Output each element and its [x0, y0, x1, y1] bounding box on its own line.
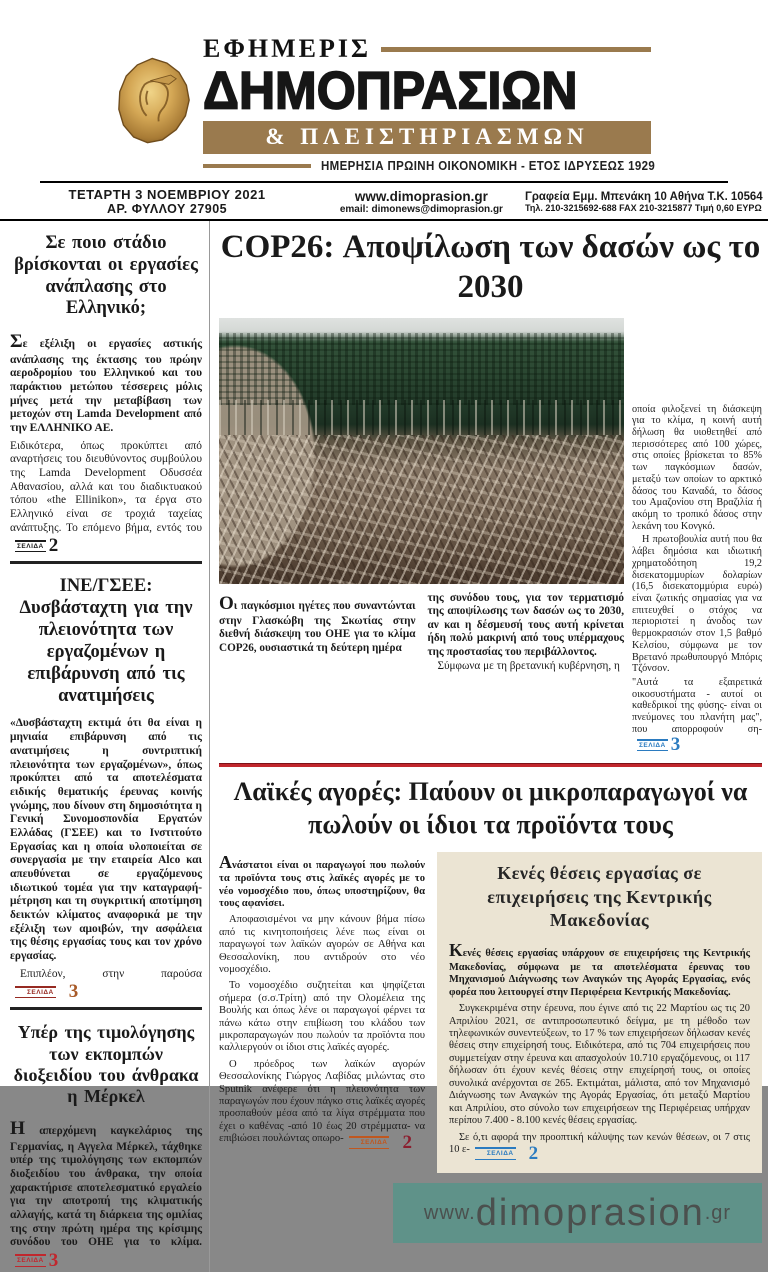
- masthead-text: [203, 34, 656, 173]
- page-ref-badge: ΣΕΛΙΔΑ 3: [17, 1249, 59, 1271]
- laikes-paragraph: Το νομοσχέδιο συζητείται και ψηφίζεται σήμερα (σ.σ.Τρίτη) από την Ολομέλεια της Βουλής και όπως λένε οι παραγωγοί φέρνει τα πάνω κάτω στην επιβίωση του κλάδου των μικροπαραγωγών που πωλούν τα προϊόντα που καλλιεργούν οι ίδιοι στις λαϊκές αγορές.: [219, 980, 425, 1054]
- issue-number: ΑΡ. ΦΥΛΛΟΥ 27905: [107, 202, 228, 216]
- page-ref-badge: ΣΕΛΙΔΑ 3: [639, 734, 681, 756]
- newspaper-title: ΔΗΜΟΠΡΑΣΙΩΝ: [203, 60, 578, 121]
- main-column: [210, 221, 768, 1272]
- laikes-headline: Λαϊκές αγορές: Παύουν οι μικροπαραγωγοί να πωλούν οι ίδιοι τα προϊόντα τους: [233, 776, 748, 840]
- red-section-divider: [219, 763, 762, 767]
- cop26-article: [219, 318, 762, 755]
- jobs-vacancies-box: [437, 852, 762, 1173]
- page-ref-badge: ΣΕΛΙΔΑ 2: [475, 1146, 538, 1161]
- article-title: ΙΝΕ/ΓΣΕΕ: Δυσβάσταχτη για την πλειονότητα των εργαζομένων η επιβάρυνση από τις ανατιμήσεις: [19, 576, 193, 706]
- clearcut-forest-photo: [219, 318, 624, 584]
- website-banner: [393, 1183, 762, 1243]
- laikes-article: [219, 852, 762, 1243]
- cop26-continuation-column: [632, 318, 762, 755]
- cop26-column-2: της συνόδου τους, για τον τερματισμό της αποψίλωσης των δασών ως το 2030, αν και η δέσμευσή τους αυτή κρίνεται ήδη πολύ μακρινή από τους υπέρμαχους της προστασίας του περιβάλλοντος.: [427, 591, 624, 659]
- jobs-box-tail: Σε ό,τι αφορά την προοπτική κάλυψης των κενών θέσεων, οι 7 στις 10 ε-: [449, 1131, 750, 1156]
- jobs-box-lead: Κενές θέσεις εργασίας υπάρχουν σε επιχειρήσεις της Κεντρικής Μακεδονίας, σύμφωνα με τα αποτελέσματα έρευνας του Μηχανισμού Διάγνωσης των Αναγκών της Αγοράς Εργασίας, ενός φορέα που λειτουργεί στην Περιφέρεια Κεντρικής Μακεδονίας.: [449, 940, 750, 998]
- cop26-right-paragraph: οποία φιλοξενεί τη διάσκεψη για το κλίμα, η κοινή αυτή δήλωση θα υιοθετηθεί από περισσότερες από 100 χώρες, στις οποίες βρίσκεται το 85% των παγκόσμιων δασών, μεταξύ των οποίων το αρκτικό δάσος του Καναδά, το δάσος του Αμαζονίου στη Βραζιλία ή ακόμη το τροπικό δάσος στην λεκάνη του Κονγκό.: [632, 403, 762, 532]
- logging-debris: [219, 435, 624, 584]
- banner-www: www.: [423, 1201, 476, 1224]
- front-page-content: [0, 221, 768, 1272]
- laikes-tail: Ο πρόεδρος των λαϊκών αγορών Θεσσαλονίκης Γιώργος Λαβίδας μιλώντας στο Sputnik ανέφερε ότι η πλειονότητα των παραγωγών που έχουν πάγκο στις λαϊκές αγορές προσπαθούν μέσα από τα λίγα στρέμματα που έχει ο καθένας -από 10 έως 20 στρέμματα- να επιβιώσει πουλώντας οπωρο-: [219, 1058, 425, 1145]
- left-column: [10, 221, 210, 1272]
- hermes-coin-logo: [117, 56, 191, 151]
- cop26-column-1: Οι παγκόσμιοι ηγέτες που συναντώνται στην Γλασκώβη της Σκωτίας στην διεθνή διάσκεψη του ΟΗΕ για το κλίμα COP26, ουσιαστικά τη δεύτερη ημέρα: [219, 592, 416, 655]
- website-url: www.dimoprasion.gr: [354, 188, 488, 204]
- page-ref-badge: ΣΕΛΙΔΑ 3: [15, 984, 78, 999]
- contact-price-line: Τηλ. 210-3215692-688 FAX 210-3215877 Τιμή 0,60 ΕΥΡΩ: [524, 203, 762, 214]
- article-merkel: [10, 1022, 202, 1271]
- article-ellinikon: [10, 233, 202, 557]
- masthead-tagline: ΗΜΕΡΗΣΙΑ ΠΡΩΙΝΗ ΟΙΚΟΝΟΜΙΚΗ - ΕΤΟΣ ΙΔΡΥΣΕΩΣ 1929: [321, 159, 656, 173]
- column-divider: [10, 561, 202, 564]
- masthead: [0, 0, 768, 173]
- banner-tld: .gr: [704, 1201, 732, 1224]
- issue-date: ΤΕΤΑΡΤΗ 3 ΝΟΕΜΒΡΙΟΥ 2021: [68, 187, 266, 202]
- laikes-paragraph: Αποφασισμένοι να μην κάνουν βήμα πίσω από τις κινητοποιήσεις λένε πως είναι οι παραγωγοί των λαϊκών αγορών σε Αθήνα και Θεσσαλονίκη, που αντιδρούν στο νέο νομοσχέδιο.: [219, 914, 425, 975]
- column-divider: [10, 1007, 202, 1010]
- article-body: Η απερχόμενη καγκελάριος της Γερμανίας, η Αγγελα Μέρκελ, τάχθηκε υπέρ της τιμολόγησης των εκπομπών διοξειδίου του άνθρακα, την οποία χαρακτήρισε αποτελεσματικό εργαλείο για την αποτροπή της κλιματικής αλλαγής, κατά τη διάρκεια της ομιλίας της στην πρώτη ημέρα της κρίσιμης συνόδου του ΟΗΕ για το κλίμα.: [10, 1118, 202, 1249]
- jobs-box-title: Κενές θέσεις εργασίας σε επιχειρήσεις της Κεντρικής Μακεδονίας: [487, 863, 712, 930]
- email-address: email: dimonews@dimoprasion.gr: [339, 203, 503, 215]
- cop26-right-paragraph: Η πρωτοβουλία αυτή που θα λάβει δημόσια και ιδιωτική χρηματοδότηση 19,2 δισεκατομμυρίων δολαρίων (16,5 δισεκατομμύρια ευρώ) είναι ζωτικής σημασίας για να επιτευχθεί ο στόχος να περιοριστεί η άνοδος των θερμοκρασιών στον 1,5 βαθμό Κελσίου, σύμφωνα με τον Βρετανό πρωθυπουργό Μπόρις Τζόνσον.: [632, 534, 762, 675]
- laikes-lead: Ανάστατοι είναι οι παραγωγοί που πωλούν τα προϊόντα τους στις λαϊκές αγορές με το νέο νομοσχέδιο που, όπως υποστηρίζουν, θα τους αφανίσει.: [219, 852, 425, 910]
- masthead-epithet: ΕΦΗΜΕΡΙΣ: [203, 34, 372, 63]
- masthead-rule: [381, 47, 651, 52]
- office-address: Γραφεία Εμμ. Μπενάκη 10 Αθήνα Τ.Κ. 10564: [524, 189, 763, 203]
- article-tail: Επιπλέον, στην παρούσα: [20, 967, 202, 980]
- masthead-rule-short: [203, 164, 311, 168]
- dateline: [0, 183, 768, 219]
- tree-trunks: [219, 400, 624, 435]
- article-title: Σε ποιο στάδιο βρίσκονται οι εργασίες ανάπλασης στο Ελληνικό;: [14, 233, 198, 319]
- forest-canopy: [219, 333, 624, 405]
- article-lead: Σε εξέλιξη οι εργασίες αστικής ανάπλασης της έκτασης του πρώην αεροδρομίου του Ελληνικού και του παράκτιου μετώπου τέσσερεις μόλις μήνες μετά την μεταβίβαση των μετοχών στη Lamda Development από την ΕΛΛΗΝΙΚΟ ΑΕ.: [10, 331, 202, 434]
- article-lead: «Δυσβάσταχτη εκτιμά ότι θα είναι η μηνιαία επιβάρυνση από τις ανατιμήσεις η συντριπτική πλειονότητα των εργαζομένων», όπως προκύπτει από τα αποτελέσματα ειδικής θεματικής έρευνας κοινής γνώμης, που δίνουν στη δημοσιότητα η Γενική Συνομοσπονδία Εργατών Ελλάδας (ΓΣΕΕ) και το Ινστιτούτο Εργασίας και η οποία υλοποιείται σε συνεργασία με την εταιρεία Alco και απευθύνεται σε εργαζόμενους ιδιωτικού τομέα για την καταγραφή-μέτρηση και τη συγκριτική αποτίμηση δεικτών κλίματος αναφορικά με την εξέλιξη των αμοιβών, την ασφάλεια της θέσης εργασίας τους και τον χρόνο εργασίας.: [10, 717, 202, 963]
- banner-domain: dimoprasion: [475, 1191, 705, 1234]
- article-body: Ειδικότερα, όπως προκύπτει από αναρτήσεις του διευθύνοντος συμβούλου της Lamda Development Οδυσσέα Αθανασίου, αλλά και του διαδικτυακού τόπου «the Ellinikon», τα έργα στο Ελληνικό είναι σε τροχιά ταχείας ανάπτυξης. Το επόμενο βήμα, εντός του: [10, 439, 202, 534]
- page-ref-badge: ΣΕΛΙΔΑ 2: [17, 535, 59, 557]
- article-ine-gsee: [10, 576, 202, 1003]
- cop26-right-paragraph: "Αυτά τα εξαιρετικά οικοσυστήματα - αυτοί οι καθεδρικοί της φύσης- είναι οι πνεύμονες του πλανήτη μας", που απορροφούν ση-: [632, 677, 762, 735]
- article-title: Υπέρ της τιμολόγησης των εκπομπών διοξειδίου του άνθρακα η Μέρκελ: [13, 1022, 199, 1107]
- cop26-column-2b: Σύμφωνα με τη βρετανική κυβέρνηση, η: [437, 659, 620, 672]
- jobs-box-body: Συγκεκριμένα στην έρευνα, που έγινε από τις 22 Μαρτίου ως τις 20 Απριλίου 2021, σε αντιπροσωπευτικό δείγμα, με τη μέθοδο των τηλεφωνικών συνεντεύξεων, το 17 % των επιχειρήσεων δήλωσαν κενές θέσεις στην επιχείρησή τους. Ειδικότερα, από τις 704 επιχειρήσεις που συμμετείχαν στην έρευνα και απασχολούν 10.710 εργαζόμενους, οι 117 δήλωσαν ότι έχουν κενές θέσεις στην επιχείρησή τους, οι οποίες συνολικά ανέρχονται σε 265. Εκτιμάται, μάλιστα, από τον Μηχανισμό Διάγνωσης των Αναγκών της Αγοράς Εργασίας, ότι μεταξύ Μαρτίου και Απριλίου, στο σύνολο των επιχειρήσεων της Περιφέρειας υπήρχαν περίπου 7.400 - 8.100 κενές θέσεις εργασίας.: [449, 1003, 750, 1127]
- newspaper-subtitle: & ΠΛΕΙΣΤΗΡΙΑΣΜΩΝ: [203, 121, 651, 154]
- cop26-headline: COP26: Αποψίλωση των δασών ως το 2030: [220, 229, 761, 306]
- page-ref-badge: ΣΕΛΙΔΑ 2: [349, 1135, 412, 1150]
